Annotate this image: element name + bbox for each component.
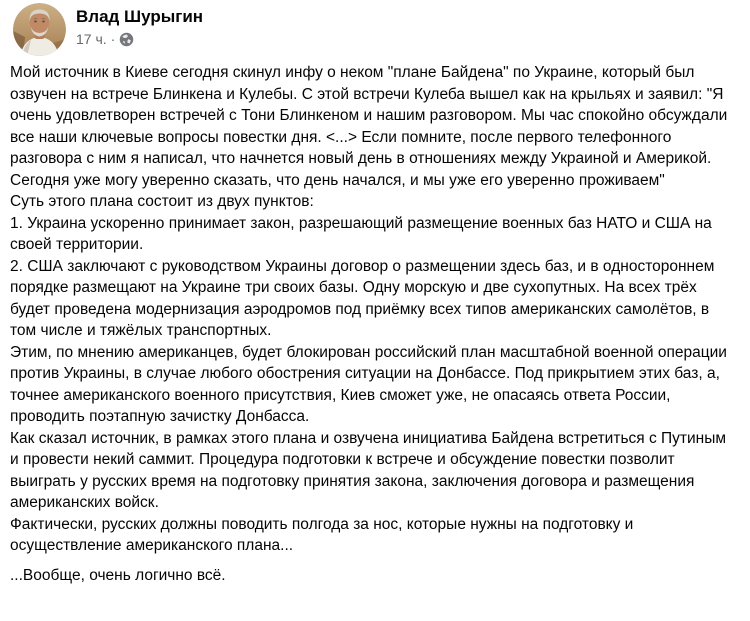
post-header <box>0 0 750 59</box>
post-paragraph: Как сказал источник, в рамках этого плана и озвучена инициатива Байдена встретиться с Путиным и провести некий саммит. Процедура подготовки к встрече и обсуждение повестки позволит выиграть у русских время на подготовку принятия закона, заключения договора и размещения американских войск. <box>10 429 727 511</box>
post-meta <box>76 30 203 48</box>
post-header-text <box>76 6 203 48</box>
post-paragraph: Фактически, русских должны поводить полгода за нос, которые нужны на подготовку и осуществление американского плана... <box>10 515 634 554</box>
post-paragraph: Суть этого плана состоит из двух пунктов: <box>10 193 314 210</box>
post-paragraph: 2. США заключают с руководством Украины договор о размещении здесь баз, и в одностороннем порядке размещают на Украине три своих базы. Одну морскую и две сухопутных. На всех трёх будет проведена модернизация аэродромов под приёмку всех типов американских самолётов, в том числе и тяжёлых транспортных. <box>10 257 715 339</box>
post-paragraph: 1. Украина ускоренно принимает закон, разрешающий размещение военных баз НАТО и США на своей территории. <box>10 214 712 253</box>
post-paragraph: Этим, по мнению американцев, будет блокирован российский план масштабной военной операции против Украины, в случае любого обострения ситуации на Донбассе. Под прикрытием этих баз, а, точнее американского военного присутствия, Киев сможет уже, не опасаясь ответа России, проводить поэтапную зачистку Донбасса. <box>10 343 727 425</box>
post-paragraph: Мой источник в Киеве сегодня скинул инфу о неком "плане Байдена" по Украине, который был озвучен на встрече Блинкена и Кулебы. С этой встречи Кулеба вышел как на крыльях и заявил: "Я очень удовлетворен встречей с Тони Блинкеном и нашим разговором. Мы час спокойно обсуждали все наши ключевые вопросы повестки дня. <...> Если помните, после первого телефонного разговора с ним я написал, что начнется новый день в отношениях между Украиной и Америкой. Сегодня уже могу уверенно сказать, что день начался, и мы уже его уверенно проживаем" <box>10 64 728 189</box>
post-body <box>0 59 750 586</box>
globe-public-icon <box>119 32 134 47</box>
post-paragraph: ...Вообще, очень логично всё. <box>10 566 226 584</box>
timestamp[interactable]: 17 ч. <box>76 31 107 47</box>
meta-separator: · <box>110 31 116 47</box>
man-portrait-photo-icon <box>13 3 66 56</box>
author-name[interactable]: Влад Шурыгин <box>76 7 204 26</box>
avatar[interactable] <box>13 3 66 56</box>
